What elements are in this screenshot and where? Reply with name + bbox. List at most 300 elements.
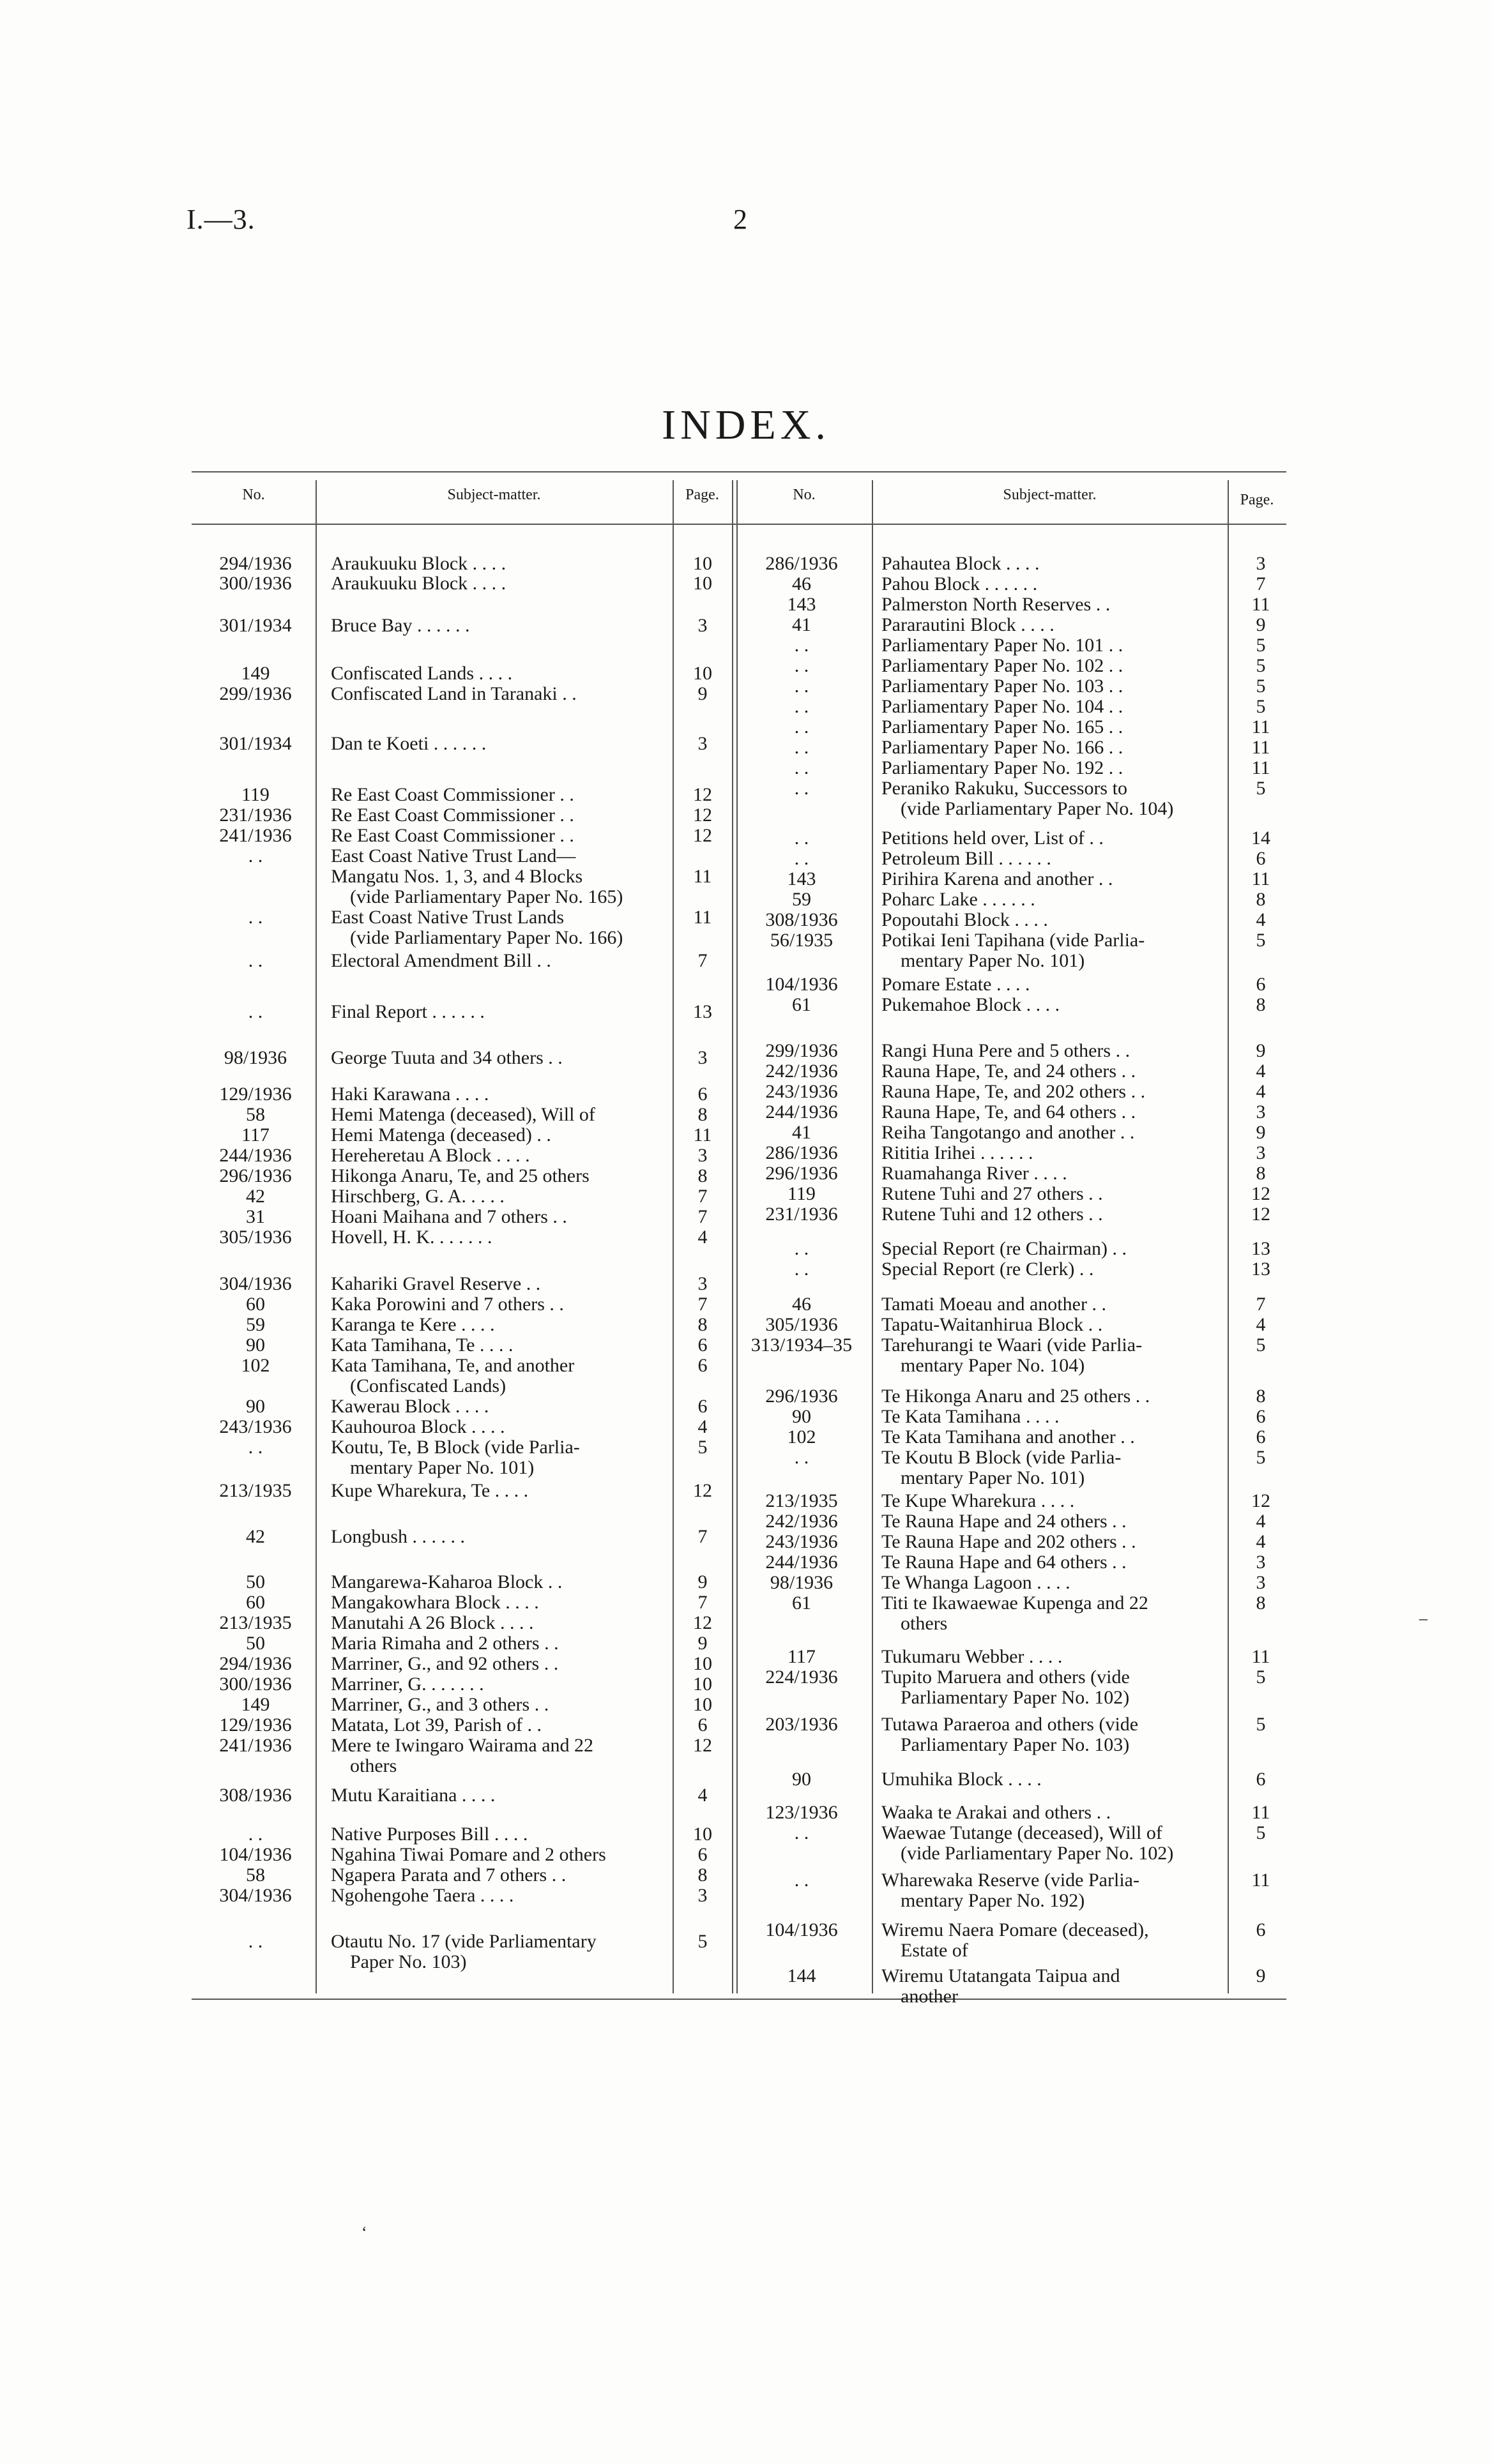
entry-page: 14 (1251, 828, 1270, 849)
entry-subject: Ruamahanga River . . . . (881, 1163, 1067, 1184)
index-row (192, 1755, 735, 1776)
index-row (735, 1734, 1286, 1755)
index-row (192, 553, 735, 574)
entry-subject: Marriner, G. . . . . . . (331, 1674, 484, 1695)
entry-subject: Final Report . . . . . . (331, 1001, 485, 1022)
entry-subject: mentary Paper No. 101) (901, 1467, 1085, 1488)
index-row (735, 1258, 1286, 1280)
index-row (735, 1355, 1286, 1376)
entry-page: 9 (697, 1633, 708, 1654)
entry-subject: others (350, 1755, 397, 1776)
index-row (735, 828, 1286, 849)
entry-page: 7 (697, 1294, 708, 1315)
entry-subject: Confiscated Lands . . . . (331, 663, 513, 684)
entry-subject: others (901, 1613, 948, 1634)
entry-subject: Tamati Moeau and another . . (881, 1294, 1106, 1315)
entry-page: 3 (697, 1273, 708, 1294)
entry-page: 4 (1256, 1081, 1266, 1102)
entry-page: 6 (697, 1396, 708, 1417)
entry-number: 102 (241, 1355, 270, 1376)
entry-number: 294/1936 (219, 1653, 292, 1674)
index-row (192, 1273, 735, 1294)
entry-number: 299/1936 (219, 683, 292, 704)
entry-number: 313/1934–35 (750, 1334, 853, 1356)
entry-page: 5 (1256, 635, 1266, 656)
entry-number: 61 (792, 1592, 811, 1614)
entry-number: 98/1936 (224, 1047, 287, 1068)
entry-page: 5 (1256, 1447, 1266, 1468)
entry-page: 11 (693, 907, 712, 928)
entry-page: 8 (1256, 994, 1266, 1015)
entry-number: 243/1936 (765, 1531, 838, 1552)
entry-page: 7 (697, 1206, 708, 1227)
index-row (192, 1735, 735, 1756)
index-row (735, 1204, 1286, 1225)
index-row (735, 716, 1286, 737)
entry-subject: Mangakowhara Block . . . . (331, 1592, 539, 1613)
index-row (735, 1238, 1286, 1259)
entry-page: 12 (1251, 1490, 1270, 1511)
entry-number: 50 (246, 1571, 265, 1592)
index-row (735, 778, 1286, 799)
index-row (192, 1001, 735, 1022)
entry-number: . . (794, 655, 809, 676)
index-row (192, 907, 735, 928)
entry-page: 3 (697, 1047, 708, 1068)
entry-subject: Mutu Karaitiana . . . . (331, 1785, 496, 1806)
entry-subject: Kaka Porowini and 7 others . . (331, 1294, 564, 1315)
entry-subject: Kata Tamihana, Te . . . . (331, 1334, 514, 1356)
index-row (192, 1165, 735, 1186)
entry-number: 42 (246, 1186, 265, 1207)
entry-subject: Te Kupe Wharekura . . . . (881, 1490, 1075, 1511)
entry-page: 4 (1256, 1531, 1266, 1552)
index-row (735, 676, 1286, 697)
entry-subject: Araukuuku Block . . . . (331, 553, 506, 574)
index-row (192, 1206, 735, 1227)
entry-subject: Hereheretau A Block . . . . (331, 1145, 530, 1166)
entry-subject: Poharc Lake . . . . . . (881, 889, 1035, 910)
index-row (735, 1334, 1286, 1356)
entry-subject: Ngohengohe Taera . . . . (331, 1885, 514, 1906)
entry-page: 13 (1251, 1258, 1270, 1280)
entry-number: 244/1936 (765, 1552, 838, 1573)
entry-number: 242/1936 (765, 1511, 838, 1532)
index-row (735, 1667, 1286, 1688)
entry-subject: Kata Tamihana, Te, and another (331, 1355, 575, 1376)
entry-subject: mentary Paper No. 192) (901, 1890, 1085, 1911)
header-subject-left: Subject-matter. (447, 487, 541, 503)
entry-subject: (vide Parliamentary Paper No. 102) (901, 1843, 1174, 1864)
entry-number: . . (794, 676, 809, 697)
index-row (735, 696, 1286, 717)
index-row (735, 1592, 1286, 1614)
entry-page: 13 (1251, 1238, 1270, 1259)
index-row (735, 1613, 1286, 1634)
entry-subject: Parliamentary Paper No. 101 . . (881, 635, 1123, 656)
entry-subject: Hoani Maihana and 7 others . . (331, 1206, 567, 1227)
entry-number: 41 (792, 1122, 811, 1143)
entry-subject: (vide Parliamentary Paper No. 166) (350, 927, 623, 948)
entry-subject: Tupito Maruera and others (vide (881, 1667, 1130, 1688)
entry-number: 117 (241, 1124, 270, 1145)
entry-page: 3 (1256, 1101, 1266, 1122)
index-row (192, 1457, 735, 1478)
entry-subject: Electoral Amendment Bill . . (331, 950, 551, 971)
entry-page: 9 (1256, 1040, 1266, 1061)
entry-number: 244/1936 (765, 1101, 838, 1122)
entry-subject: Araukuuku Block . . . . (331, 573, 506, 594)
entry-subject: Rauna Hape, Te, and 24 others . . (881, 1061, 1136, 1082)
entry-page: 8 (1256, 1386, 1266, 1407)
entry-subject: Hemi Matenga (deceased) . . (331, 1124, 551, 1145)
entry-subject: Hirschberg, G. A. . . . . (331, 1186, 505, 1207)
index-row (735, 1687, 1286, 1708)
entry-subject: Pahautea Block . . . . (881, 553, 1040, 574)
entry-subject: Kawerau Block . . . . (331, 1396, 489, 1417)
entry-page: 5 (1256, 1822, 1266, 1843)
entry-subject: Tukumaru Webber . . . . (881, 1646, 1063, 1667)
entry-page: 4 (697, 1785, 708, 1806)
entry-number: . . (794, 778, 809, 799)
entry-number: 213/1935 (765, 1490, 838, 1511)
entry-number: . . (794, 848, 809, 869)
entry-page: 6 (1256, 1769, 1266, 1790)
entry-number: 213/1935 (219, 1480, 292, 1501)
entry-subject: Otautu No. 17 (vide Parliamentary (331, 1931, 597, 1952)
entry-number: 58 (246, 1104, 265, 1125)
entry-subject: Matata, Lot 39, Parish of . . (331, 1714, 542, 1735)
entry-number: 299/1936 (765, 1040, 838, 1061)
entry-page: 5 (1256, 1667, 1266, 1688)
entry-number: 58 (246, 1864, 265, 1886)
entry-page: 7 (697, 1526, 708, 1547)
entry-number: 59 (246, 1314, 265, 1335)
entry-page: 5 (697, 1931, 708, 1952)
entry-subject: Koutu, Te, B Block (vide Parlia- (331, 1437, 580, 1458)
index-row (192, 1885, 735, 1906)
index-row (735, 1986, 1286, 2007)
entry-page: 5 (1256, 1334, 1266, 1356)
index-row (735, 573, 1286, 594)
entry-number: . . (248, 950, 263, 971)
entry-page: 12 (693, 1735, 712, 1756)
entry-number: . . (794, 737, 809, 758)
entry-subject: Special Report (re Clerk) . . (881, 1258, 1094, 1280)
index-row (192, 1396, 735, 1417)
index-row (192, 1227, 735, 1248)
index-row (735, 594, 1286, 615)
entry-number: 301/1934 (219, 615, 292, 636)
entry-page: 12 (1251, 1183, 1270, 1204)
entry-subject: Rutene Tuhi and 27 others . . (881, 1183, 1103, 1204)
entry-subject: Popoutahi Block . . . . (881, 909, 1048, 930)
entry-subject: Petroleum Bill . . . . . . (881, 848, 1051, 869)
entry-number: 308/1936 (219, 1785, 292, 1806)
index-row (735, 1406, 1286, 1427)
entry-page: 4 (697, 1227, 708, 1248)
entry-subject: Te Rauna Hape and 202 others . . (881, 1531, 1136, 1552)
entry-number: . . (248, 1001, 263, 1022)
entry-subject: Ngapera Parata and 7 others . . (331, 1864, 567, 1886)
entry-subject: Parliamentary Paper No. 102) (901, 1687, 1130, 1708)
entry-page: 7 (1256, 1294, 1266, 1315)
index-row (192, 1294, 735, 1315)
entry-page: 8 (1256, 1163, 1266, 1184)
header-page-left: Page. (685, 487, 719, 503)
entry-subject: Marriner, G., and 92 others . . (331, 1653, 559, 1674)
entry-number: 41 (792, 614, 811, 635)
index-row (735, 909, 1286, 930)
entry-subject: (vide Parliamentary Paper No. 165) (350, 886, 623, 907)
index-row (192, 683, 735, 704)
entry-page: 6 (697, 1334, 708, 1356)
entry-page: 3 (697, 1885, 708, 1906)
entry-subject: Pukemahoe Block . . . . (881, 994, 1060, 1015)
index-row (192, 1145, 735, 1166)
entry-subject: Rangi Huna Pere and 5 others . . (881, 1040, 1130, 1061)
entry-subject: Palmerston North Reserves . . (881, 594, 1111, 615)
entry-page: 10 (693, 663, 712, 684)
index-row (735, 553, 1286, 574)
index-row (192, 1186, 735, 1207)
entry-number: . . (248, 1437, 263, 1458)
entry-subject: Paper No. 103) (350, 1951, 467, 1972)
entry-page: 6 (1256, 848, 1266, 869)
entry-subject: Rutene Tuhi and 12 others . . (881, 1204, 1103, 1225)
index-row (192, 1694, 735, 1715)
entry-subject: (Confiscated Lands) (350, 1375, 506, 1396)
entry-number: 149 (241, 663, 270, 684)
index-row (735, 1426, 1286, 1447)
entry-page: 12 (693, 805, 712, 826)
entry-number: 242/1936 (765, 1061, 838, 1082)
entry-page: 8 (1256, 889, 1266, 910)
index-row (735, 1714, 1286, 1735)
entry-number: 203/1936 (765, 1714, 838, 1735)
entry-page: 4 (1256, 909, 1266, 930)
entry-subject: Peraniko Rakuku, Successors to (881, 778, 1127, 799)
entry-number: 301/1934 (219, 733, 292, 754)
index-row (192, 573, 735, 594)
entry-number: 98/1936 (770, 1572, 834, 1593)
entry-number: 50 (246, 1633, 265, 1654)
entry-page: 10 (693, 1653, 712, 1674)
entry-number: 143 (787, 594, 816, 615)
entry-subject: Parliamentary Paper No. 103 . . (881, 676, 1123, 697)
entry-subject: Petitions held over, List of . . (881, 828, 1104, 849)
entry-page: 6 (1256, 974, 1266, 995)
index-row (192, 1612, 735, 1633)
entry-subject: Hikonga Anaru, Te, and 25 others (331, 1165, 590, 1186)
entry-subject: Te Rauna Hape and 24 others . . (881, 1511, 1127, 1532)
index-row (735, 1646, 1286, 1667)
index-row (192, 1931, 735, 1952)
entry-number: 308/1936 (765, 909, 838, 930)
entry-number: 143 (787, 868, 816, 889)
entry-number: . . (794, 716, 809, 737)
index-row (192, 866, 735, 887)
index-row (192, 1592, 735, 1613)
index-row (192, 1375, 735, 1396)
index-row (735, 889, 1286, 910)
index-row (735, 1552, 1286, 1573)
index-row (735, 614, 1286, 635)
entry-page: 12 (693, 1480, 712, 1501)
entry-subject: mentary Paper No. 104) (901, 1355, 1085, 1376)
index-row (735, 1802, 1286, 1823)
entry-number: 129/1936 (219, 1084, 292, 1105)
entry-number: 104/1936 (765, 1919, 838, 1940)
index-row (735, 1314, 1286, 1335)
entry-page: 11 (1251, 594, 1270, 615)
entry-number: 149 (241, 1694, 270, 1715)
margin-dash: – (1419, 1609, 1427, 1628)
entry-page: 12 (1251, 1204, 1270, 1225)
entry-page: 9 (1256, 1122, 1266, 1143)
entry-subject: Wiremu Utatangata Taipua and (881, 1965, 1120, 1986)
entry-page: 9 (1256, 614, 1266, 635)
entry-number: . . (248, 1931, 263, 1952)
entry-subject: Te Rauna Hape and 64 others . . (881, 1552, 1127, 1573)
entry-number: 104/1936 (219, 1844, 292, 1865)
entry-subject: Potikai Ieni Tapihana (vide Parlia- (881, 930, 1145, 951)
entry-subject: Te Hikonga Anaru and 25 others . . (881, 1386, 1150, 1407)
index-row (192, 1633, 735, 1654)
entry-page: 11 (1251, 1802, 1270, 1823)
entry-number: 60 (246, 1592, 265, 1613)
entry-page: 5 (1256, 930, 1266, 951)
entry-number: 300/1936 (219, 1674, 292, 1695)
entry-page: 11 (1251, 1870, 1270, 1891)
entry-subject: Tapatu-Waitanhirua Block . . (881, 1314, 1103, 1335)
entry-subject: Estate of (901, 1940, 968, 1961)
entry-subject: Manutahi A 26 Block . . . . (331, 1612, 534, 1633)
index-row (735, 930, 1286, 951)
entry-number: 296/1936 (765, 1163, 838, 1184)
entry-subject: Bruce Bay . . . . . . (331, 615, 470, 636)
entry-page: 6 (1256, 1406, 1266, 1427)
entry-subject: Te Kata Tamihana . . . . (881, 1406, 1060, 1427)
entry-subject: Pomare Estate . . . . (881, 974, 1030, 995)
index-row (192, 1844, 735, 1865)
index-row (192, 1526, 735, 1547)
entry-number: 144 (787, 1965, 816, 1986)
entry-subject: Te Koutu B Block (vide Parlia- (881, 1447, 1122, 1468)
index-row (735, 1040, 1286, 1061)
entry-page: 8 (697, 1864, 708, 1886)
entry-page: 4 (697, 1416, 708, 1437)
entry-page: 11 (1251, 868, 1270, 889)
entry-number: 224/1936 (765, 1667, 838, 1688)
index-row (735, 848, 1286, 869)
entry-subject: Re East Coast Commissioner . . (331, 784, 574, 805)
entry-number: 119 (788, 1183, 816, 1204)
entry-subject: Native Purposes Bill . . . . (331, 1824, 528, 1845)
entry-number: 46 (792, 1294, 811, 1315)
entry-number: 102 (787, 1426, 816, 1447)
entry-subject: Haki Karawana . . . . (331, 1084, 489, 1105)
entry-page: 4 (1256, 1314, 1266, 1335)
entry-number: 304/1936 (219, 1885, 292, 1906)
index-row (192, 805, 735, 826)
entry-page: 13 (693, 1001, 712, 1022)
index-row (735, 798, 1286, 819)
entry-page: 6 (1256, 1919, 1266, 1940)
entry-subject: Waewae Tutange (deceased), Will of (881, 1822, 1162, 1843)
index-row (192, 784, 735, 805)
entry-subject: Wharewaka Reserve (vide Parlia- (881, 1870, 1139, 1891)
entry-page: 5 (697, 1437, 708, 1458)
entry-number: 241/1936 (219, 825, 292, 846)
entry-page: 11 (1251, 757, 1270, 778)
index-row (735, 737, 1286, 758)
page-title: INDEX. (662, 402, 830, 448)
entry-number: 231/1936 (219, 805, 292, 826)
index-row (735, 1081, 1286, 1102)
entry-number: . . (794, 1258, 809, 1280)
entry-page: 5 (1256, 676, 1266, 697)
index-row (192, 1437, 735, 1458)
index-row (735, 1965, 1286, 1986)
entry-subject: mentary Paper No. 101) (350, 1457, 535, 1478)
entry-subject: Kauhouroa Block . . . . (331, 1416, 505, 1437)
entry-subject: Parliamentary Paper No. 102 . . (881, 655, 1123, 676)
entry-page: 8 (697, 1165, 708, 1186)
entry-subject: Parliamentary Paper No. 104 . . (881, 696, 1123, 717)
index-row (735, 1572, 1286, 1593)
index-row (192, 1864, 735, 1886)
entry-number: 286/1936 (765, 1142, 838, 1163)
entry-page: 3 (697, 1145, 708, 1166)
entry-subject: Pararautini Block . . . . (881, 614, 1054, 635)
entry-page: 6 (697, 1355, 708, 1376)
index-row (192, 1314, 735, 1335)
index-row (735, 1940, 1286, 1961)
index-row (735, 1511, 1286, 1532)
entry-number: . . (794, 1822, 809, 1843)
index-row (192, 1674, 735, 1695)
index-row (735, 1163, 1286, 1184)
entry-subject: Titi te Ikawaewae Kupenga and 22 (881, 1592, 1148, 1614)
entry-page: 8 (697, 1104, 708, 1125)
entry-subject: Confiscated Land in Taranaki . . (331, 683, 577, 704)
entry-subject: East Coast Native Trust Lands (331, 907, 564, 928)
entry-subject: Parliamentary Paper No. 192 . . (881, 757, 1123, 778)
index-row (735, 1531, 1286, 1552)
entry-subject: Parliamentary Paper No. 166 . . (881, 737, 1123, 758)
entry-number: 104/1936 (765, 974, 838, 995)
entry-page: 3 (1256, 553, 1266, 574)
index-row (735, 994, 1286, 1015)
entry-subject: Rauna Hape, Te, and 64 others . . (881, 1101, 1136, 1122)
entry-page: 6 (1256, 1426, 1266, 1447)
entry-page: 3 (697, 615, 708, 636)
entry-subject: Tutawa Paraeroa and others (vide (881, 1714, 1139, 1735)
entry-subject: Waaka te Arakai and others . . (881, 1802, 1111, 1823)
entry-number: 300/1936 (219, 573, 292, 594)
index-row (192, 1951, 735, 1972)
index-row (735, 1294, 1286, 1315)
entry-subject: Kupe Wharekura, Te . . . . (331, 1480, 529, 1501)
entry-subject: Mere te Iwingaro Wairama and 22 (331, 1735, 594, 1756)
entry-subject: Ngahina Tiwai Pomare and 2 others (331, 1844, 606, 1865)
entry-page: 7 (1256, 573, 1266, 594)
entry-subject: Hemi Matenga (deceased), Will of (331, 1104, 595, 1125)
entry-page: 7 (697, 950, 708, 971)
entry-page: 11 (1251, 1646, 1270, 1667)
entry-number: 241/1936 (219, 1735, 292, 1756)
